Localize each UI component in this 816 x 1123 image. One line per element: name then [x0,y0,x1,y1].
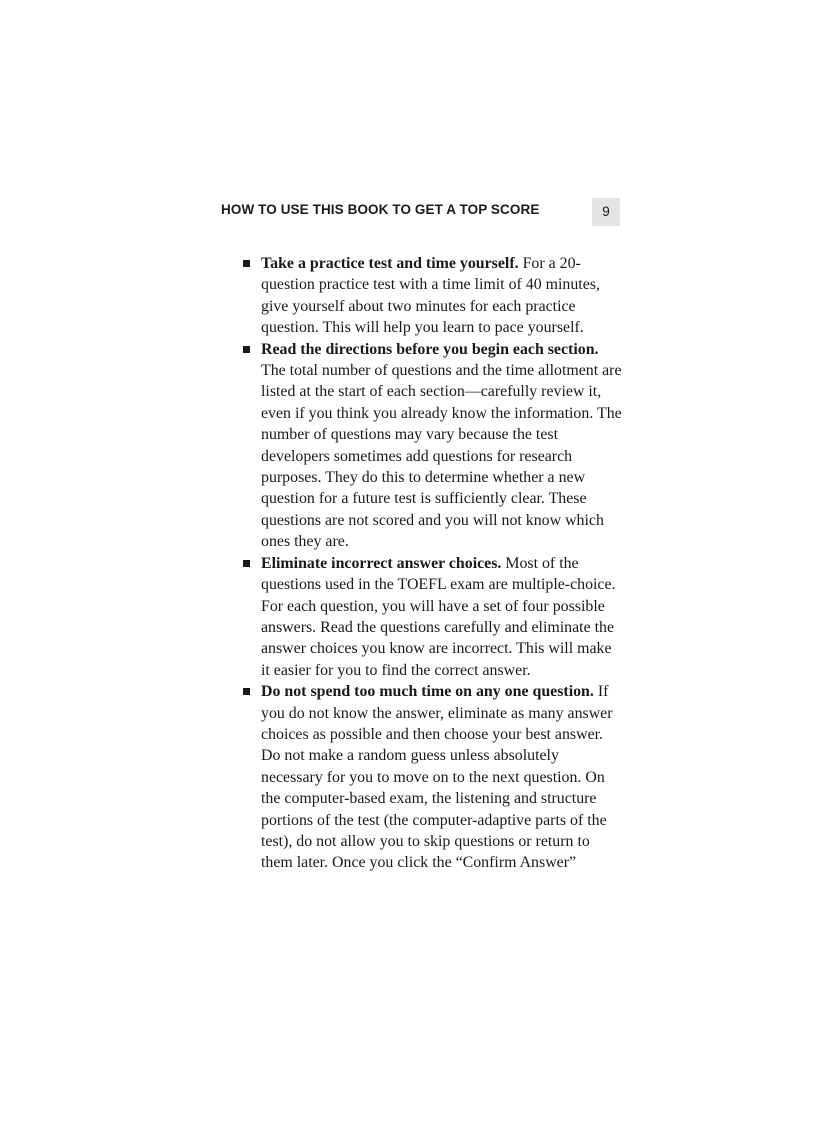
tips-list [243,253,623,874]
list-item [243,253,623,339]
item-body: Most of the questions used in the TOEFL exam are multiple-choice. For each question, you will have a set of four possible answers. Read the questions carefully and eliminate the answer choices you know are incorrect. This will make it easier for you to find the correct answer. [261,554,616,679]
square-bullet-icon [243,688,250,695]
item-lead: Eliminate incorrect answer choices. [261,554,506,572]
item-body: If you do not know the answer, eliminate as many answer choices as possible and then choose your best answer. Do not make a random guess unless absolutely necessary for you to move on to the next question. On the computer-based exam, the listening and structure portions of the test (the computer-adaptive parts of the test), do not allow you to skip questions or return to them later. Once you click the “Confirm Answer” [261,683,613,872]
list-item [243,681,623,874]
square-bullet-icon [243,346,250,353]
square-bullet-icon [243,260,250,267]
item-body: The total number of questions and the time allotment are listed at the start of each section—carefully review it, even if you think you already know the information. The number of questions may vary because the test developers sometimes add questions for research purposes. They do this to determine whether a new question for a future test is sufficiently clear. These questions are not scored and you will not know which ones they are. [261,362,622,551]
page-number: 9 [592,198,620,226]
list-item [243,339,623,553]
square-bullet-icon [243,560,250,567]
running-header [221,198,621,226]
item-body: For a 20-question practice test with a time limit of 40 minutes, give yourself about two minutes for each practice question. This will help you learn to pace yourself. [261,255,600,337]
item-lead: Take a practice test and time yourself. [261,255,523,272]
list-item [243,553,623,681]
item-lead: Do not spend too much time on any one question. [261,683,598,701]
item-lead: Read the directions before you begin each section. [261,340,599,358]
running-head-title: HOW TO USE THIS BOOK TO GET A TOP SCORE [221,202,540,217]
